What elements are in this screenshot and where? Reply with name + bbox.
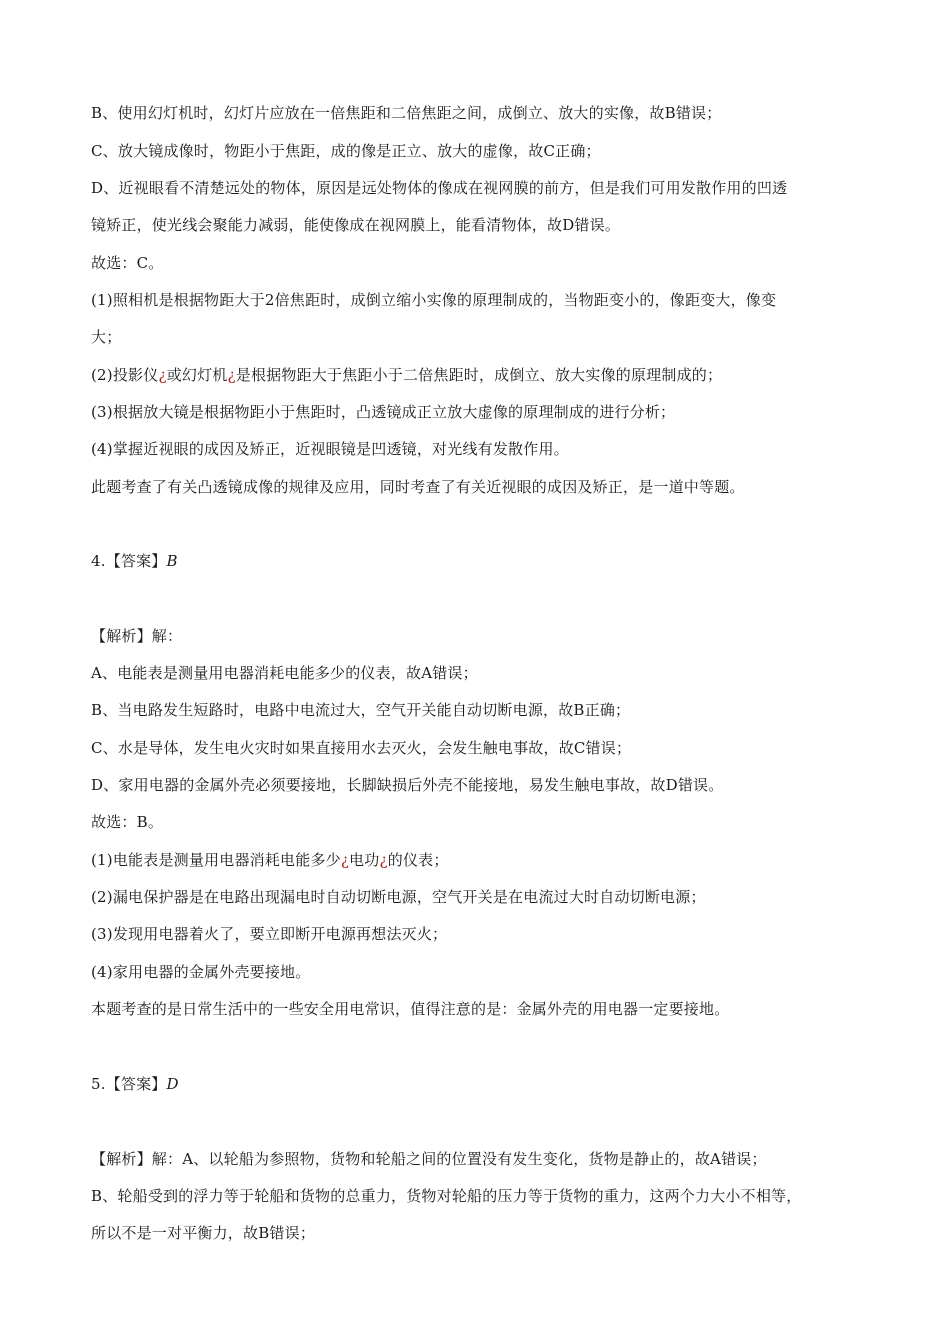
q4-point2: (2)漏电保护器是在电路出现漏电时自动切断电源，空气开关是在电流过大时自动切断电源； [91, 888, 706, 906]
q3-point1-line1: (1)照相机是根据物距大于2倍焦距时，成倒立缩小实像的原理制成的，当物距变小的，像距变大，像变 [91, 291, 777, 309]
q4-point1-part-c: 的仪表； [387, 851, 449, 869]
q3-point2-part-c: 是根据物距大于焦距小于二倍焦距时，成倒立、放大实像的原理制成的； [235, 366, 723, 384]
q3-option-c-text: C、放大镜成像时，物距小于焦距，成的像是正立、放大的虚像，故C正确； [91, 142, 601, 160]
q3-summary: 此题考查了有关凸透镜成像的规律及应用，同时考查了有关近视眼的成因及矫正，是一道中等题。 [91, 478, 745, 496]
q3-option-d-line2: 镜矫正，使光线会聚能力减弱，能使像成在视网膜上，能看清物体，故D错误。 [91, 216, 621, 234]
q3-point2-mark2: ¿ [227, 366, 236, 384]
q4-answer-prefix: 4.【答案】 [91, 552, 167, 570]
q4-point1-mark1: ¿ [340, 851, 350, 869]
q4-option-b-text: B、当电路发生短路时，电路中电流过大，空气开关能自动切断电源，故B正确； [91, 701, 631, 719]
q4-point4: (4)家用电器的金属外壳要接地。 [91, 963, 311, 981]
q3-option-d-line1: D、近视眼看不清楚远处的物体，原因是远处物体的像成在视网膜的前方，但是我们可用发散作用的凹透 [91, 179, 788, 197]
q4-analysis-title: 【解析】解： [91, 627, 183, 645]
q3-point2-part-b: 或幻灯机 [166, 366, 228, 384]
q3-option-b-text: B、使用幻灯机时，幻灯片应放在一倍焦距和二倍焦距之间，成倒立、放大的实像，故B错误； [91, 104, 722, 122]
q4-summary: 本题考查的是日常生活中的一些安全用电常识，值得注意的是：金属外壳的用电器一定要接地。 [91, 1000, 730, 1018]
q5-answer [91, 1074, 871, 1094]
q4-option-c-text: C、水是导体，发生电火灾时如果直接用水去灭火，会发生触电事故，故C错误； [91, 739, 632, 757]
q5-option-b-line1: B、轮船受到的浮力等于轮船和货物的总重力，货物对轮船的压力等于货物的重力，这两个力大小不相等， [91, 1187, 802, 1205]
q3-point1-line2: 大； [91, 328, 122, 346]
q5-analysis-a: 【解析】解：A、以轮船为参照物，货物和轮船之间的位置没有发生变化，货物是静止的，故A错误； [91, 1150, 767, 1168]
q3-point2 [91, 365, 871, 385]
q3-point2-mark1: ¿ [158, 366, 167, 384]
q5-option-b-line2: 所以不是一对平衡力，故B错误； [91, 1224, 316, 1242]
q3-point2-part-a: (2)投影仪 [91, 366, 159, 384]
q3-choice: 故选：C。 [91, 254, 164, 272]
q4-point1 [91, 850, 871, 870]
q5-answer-value: D [166, 1075, 179, 1093]
q4-answer [91, 551, 871, 571]
q4-option-d-text: D、家用电器的金属外壳必须要接地，长脚缺损后外壳不能接地，易发生触电事故，故D错误。 [91, 776, 724, 794]
q4-choice: 故选：B。 [91, 813, 164, 831]
q3-point3: (3)根据放大镜是根据物距小于焦距时，凸透镜成正立放大虚像的原理制成的进行分析； [91, 403, 676, 421]
q4-point1-part-b: 电功 [349, 851, 380, 869]
q5-answer-prefix: 5.【答案】 [91, 1075, 167, 1093]
q4-answer-value: B [166, 552, 178, 570]
q4-point3: (3)发现用电器着火了，要立即断开电源再想法灭火； [91, 925, 448, 943]
q3-point4: (4)掌握近视眼的成因及矫正，近视眼镜是凹透镜，对光线有发散作用。 [91, 440, 569, 458]
q4-point1-mark2: ¿ [379, 851, 388, 869]
q4-option-a-text: A、电能表是测量用电器消耗电能多少的仪表，故A错误； [91, 664, 478, 682]
q4-point1-part-a: (1)电能表是测量用电器消耗电能多少 [91, 851, 341, 869]
